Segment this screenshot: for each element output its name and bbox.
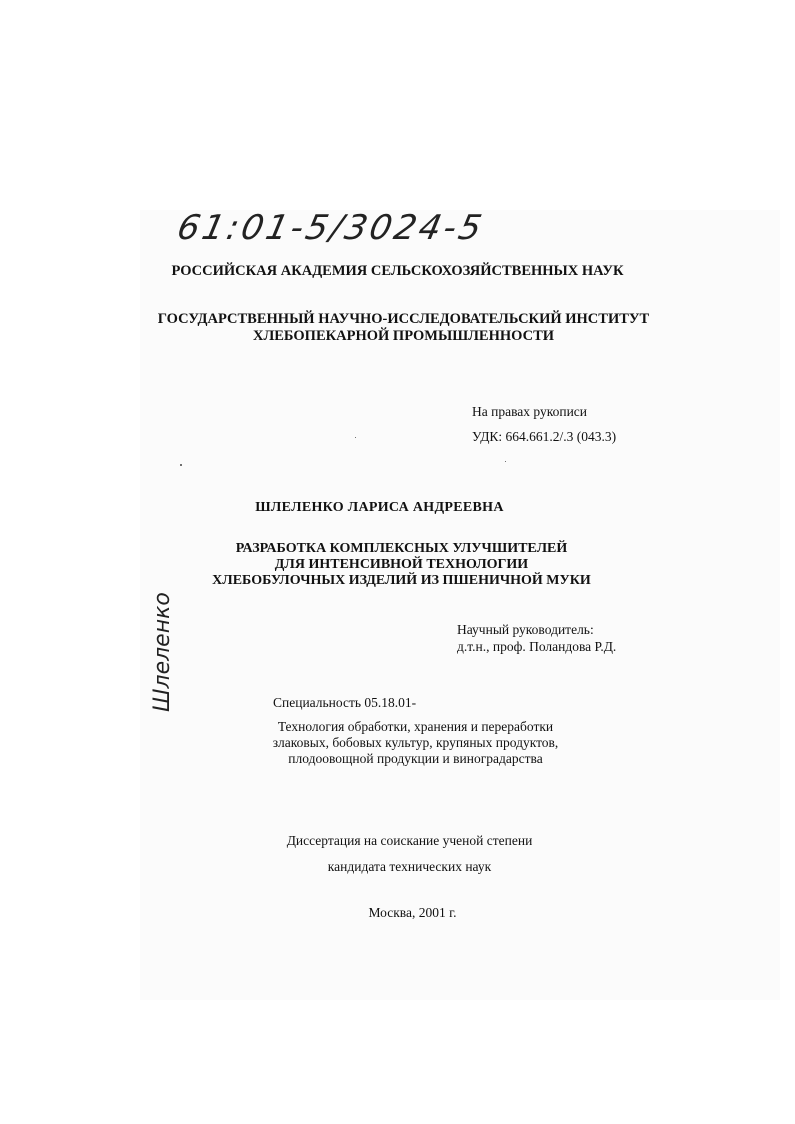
specialty-line-1: Технология обработки, хранения и переработки xyxy=(277,719,554,734)
institute-heading-line-2: ХЛЕБОПЕКАРНОЙ ПРОМЫШЛЕННОСТИ xyxy=(252,328,555,344)
place-and-year: Москва, 2001 г. xyxy=(368,905,457,920)
academy-heading: РОССИЙСКАЯ АКАДЕМИЯ СЕЛЬСКОХОЗЯЙСТВЕННЫХ НАУК xyxy=(171,263,624,279)
institute-heading-line-1: ГОСУДАРСТВЕННЫЙ НАУЧНО-ИССЛЕДОВАТЕЛЬСКИЙ ИНСТИТУТ xyxy=(157,311,650,327)
specialty-line-3: плодоовощной продукции и виноградарства xyxy=(288,751,543,766)
thesis-title-line-1: РАЗРАБОТКА КОМПЛЕКСНЫХ УЛУЧШИТЕЛЕЙ xyxy=(235,541,568,556)
author-name: ШЛЕЛЕНКО ЛАРИСА АНДРЕЕВНА xyxy=(255,500,504,515)
manuscript-rights-note: На правах рукописи xyxy=(472,404,588,419)
thesis-title-line-3: ХЛЕБОБУЛОЧНЫХ ИЗДЕЛИЙ ИЗ ПШЕНИЧНОЙ МУКИ xyxy=(212,573,591,588)
udk-code: УДК: 664.661.2/.3 (043.3) xyxy=(472,429,617,444)
thesis-title-line-2: ДЛЯ ИНТЕНСИВНОЙ ТЕХНОЛОГИИ xyxy=(274,557,529,572)
dissertation-purpose-line-1: Диссертация на соискание ученой степени xyxy=(286,833,533,848)
handwritten-catalog-number: 61:01-5/3024-5 xyxy=(173,208,489,248)
handwritten-signature: Шлеленко xyxy=(150,592,175,712)
specialty-code: Специальность 05.18.01- xyxy=(273,695,417,710)
scan-speck xyxy=(180,464,182,466)
supervisor-label: Научный руководитель: xyxy=(457,622,594,637)
dissertation-purpose-line-2: кандидата технических наук xyxy=(327,859,492,874)
scan-speck xyxy=(505,461,506,462)
specialty-line-2: злаковых, бобовых культур, крупяных продуктов, xyxy=(272,735,559,750)
supervisor-name: д.т.н., проф. Поландова Р.Д. xyxy=(457,639,617,654)
scan-speck xyxy=(355,437,356,438)
